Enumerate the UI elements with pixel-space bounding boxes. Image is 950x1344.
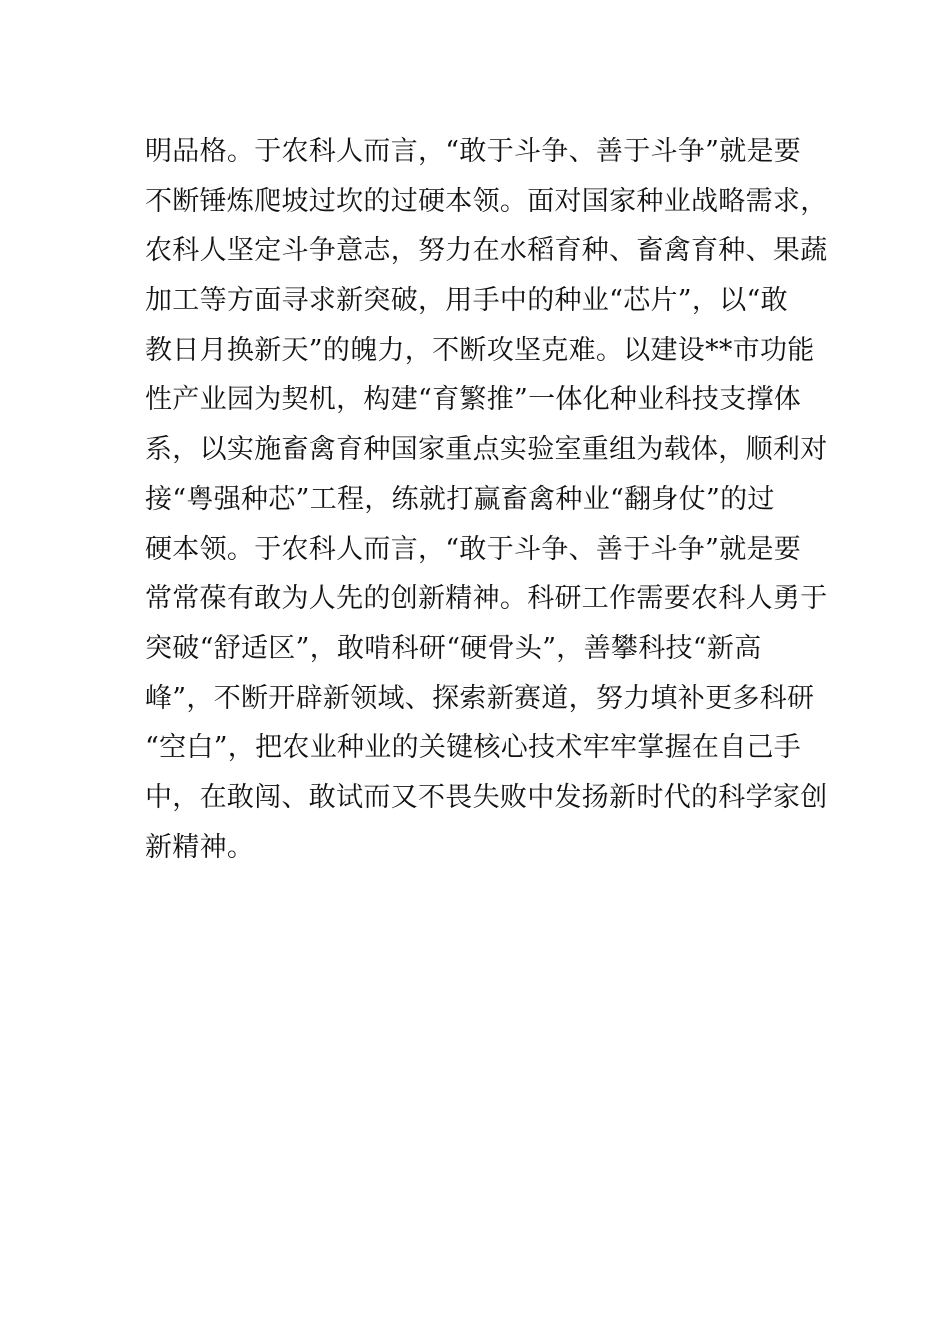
text-line: 峰”，不断开辟新领域、探索新赛道，努力填补更多科研 [145,682,815,714]
text-line: 硬本领。于农科人而言，“敢于斗争、善于斗争”就是要 [145,533,802,565]
text-line: 明品格。于农科人而言，“敢于斗争、善于斗争”就是要 [145,136,802,167]
text-line: 突破“舒适区”，敢啃科研“硬骨头”，善攀科技“新高 [145,632,762,664]
text-line: 加工等方面寻求新突破，用手中的种业“芯片”，以“敢 [145,285,788,317]
text-line: “空白”，把农业种业的关键核心技术牢牢掌握在自己手 [145,732,802,764]
body-paragraph [145,127,828,872]
text-line: 教日月换新天”的魄力，不断攻坚克难。以建设**市功能 [145,334,815,366]
text-line: 新精神。 [145,831,255,863]
text-line: 系，以实施畜禽育种国家重点实验室重组为载体，顺利对 [145,434,828,466]
text-line: 农科人坚定斗争意志，努力在水稻育种、畜禽育种、果蔬 [145,235,828,267]
text-line: 不断锤炼爬坡过坎的过硬本领。面对国家种业战略需求， [145,185,828,217]
text-line: 中，在敢闯、敢试而又不畏失败中发扬新时代的科学家创 [145,781,828,813]
text-line: 常常葆有敢为人先的创新精神。科研工作需要农科人勇于 [145,583,828,615]
text-line: 性产业园为契机，构建“育繁推”一体化种业科技支撑体 [145,384,802,416]
text-line: 接“粤强种芯”工程，练就打赢畜禽种业“翻身仗”的过 [145,483,775,515]
